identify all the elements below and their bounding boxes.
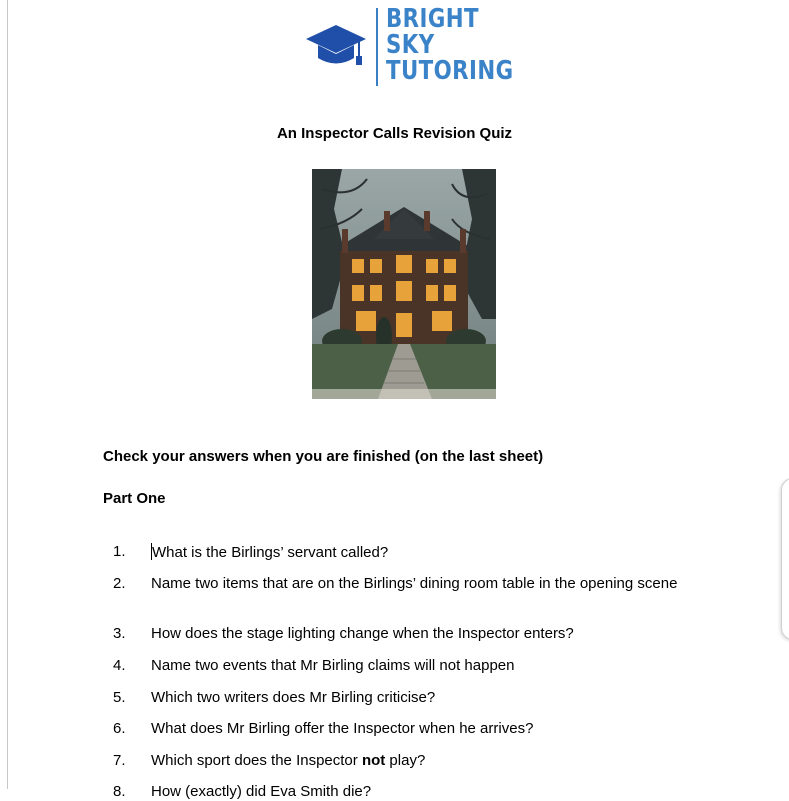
question-text[interactable]: What is the Birlings’ servant called?: [152, 544, 389, 561]
question-text[interactable]: Which sport does the Inspector not play?: [151, 752, 426, 769]
logo-divider: [376, 8, 378, 86]
victorian-house-illustration[interactable]: [312, 169, 496, 399]
question-text[interactable]: What does Mr Birling offer the Inspector when he arrives?: [151, 720, 534, 737]
logo-line-3: TUTORING: [386, 56, 514, 86]
logo-line-1: BRIGHT: [386, 4, 479, 34]
question-number: 2.: [113, 575, 126, 592]
question-number: 6.: [113, 720, 126, 737]
question-text[interactable]: Name two items that are on the Birlings’ dining room table in the opening scene: [151, 575, 678, 592]
emphasis: not: [361, 752, 386, 769]
question-number: 4.: [113, 657, 126, 674]
logo-wordmark: [386, 6, 513, 84]
question-text[interactable]: Name two events that Mr Birling claims will not happen: [151, 657, 515, 674]
question-text[interactable]: Which two writers does Mr Birling criticise?: [151, 689, 436, 706]
logo-line-2: SKY: [386, 30, 435, 60]
instruction-text: Check your answers when you are finished (on the last sheet): [103, 448, 544, 465]
question-number: 7.: [113, 752, 126, 769]
graduation-cap-icon: [305, 23, 367, 71]
page-left-edge: [7, 0, 8, 789]
question-text[interactable]: How (exactly) did Eva Smith die?: [151, 783, 372, 800]
question-number: 8.: [113, 783, 126, 800]
bright-sky-tutoring-logo: [305, 4, 514, 88]
question-number: 1.: [113, 543, 126, 560]
part-heading: Part One: [103, 490, 166, 507]
question-number: 3.: [113, 625, 126, 642]
side-panel-tab[interactable]: [781, 478, 789, 640]
question-number: 5.: [113, 689, 126, 706]
question-text[interactable]: How does the stage lighting change when the Inspector enters?: [151, 625, 574, 642]
document-title: An Inspector Calls Revision Quiz: [276, 125, 513, 142]
